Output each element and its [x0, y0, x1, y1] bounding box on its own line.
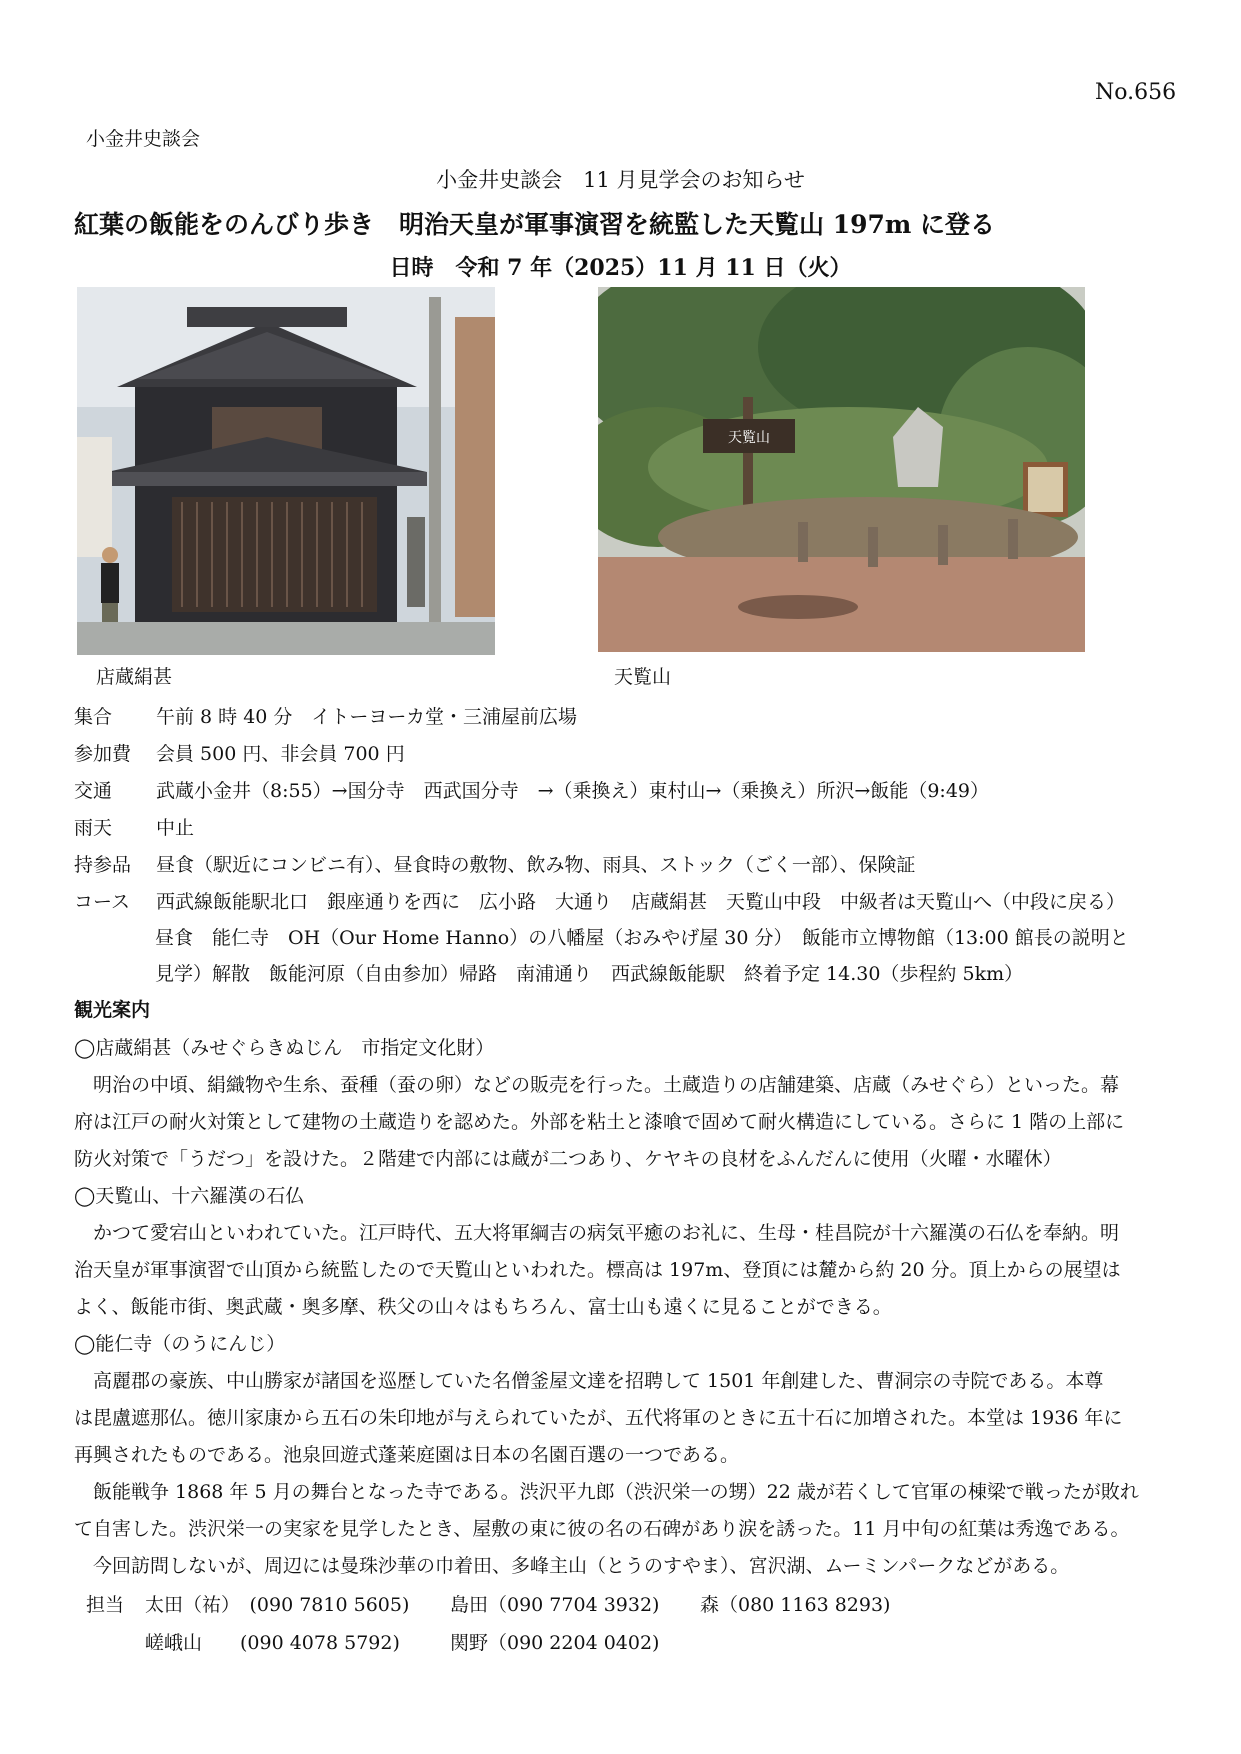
info-row-meeting: 集合 午前 8 時 40 分 イトーヨーカ堂・三浦屋前広場 — [74, 706, 578, 728]
guide-line: ◯天覧山、十六羅漢の石仏 — [74, 1185, 305, 1207]
info-row-course: コース 西武線飯能駅北口 銀座通りを西に 広小路 大通り 店蔵絹甚 天覧山中段 中級者は天覧山へ（中段に戻る） — [74, 891, 1126, 913]
guide-line: て自害した。渋沢栄一の実家を見学したとき、屋敷の東に彼の名の石碑があり涙を誘った。11 月中旬の紅葉は秀逸である。 — [74, 1518, 1130, 1540]
guide-heading: 観光案内 — [74, 999, 151, 1021]
guide-line: 再興されたものである。池泉回遊式蓬莱庭園は日本の名園百選の一つである。 — [74, 1444, 740, 1466]
storehouse-photo — [77, 287, 495, 655]
contact-entry: 関野（090 2204 0402) — [450, 1632, 660, 1654]
guide-line: 防火対策で「うだつ」を設けた。２階建で内部には蔵が二つあり、ケヤキの良材をふんだんに使用（火曜・水曜休） — [74, 1148, 1062, 1170]
organization-name: 小金井史談会 — [86, 128, 201, 150]
tenranzan-caption: 天覧山 — [614, 666, 672, 688]
guide-line: よく、飯能市街、奥武蔵・奥多摩、秩父の山々はもちろん、富士山も遠くに見ることができる。 — [74, 1296, 892, 1318]
contact-label: 担当 — [86, 1594, 125, 1616]
event-date: 日時 令和 7 年（2025）11 月 11 日（火） — [389, 255, 852, 281]
course-continued: 昼食 能仁寺 OH（Our Home Hanno）の八幡屋（おみやげ屋 30 分） 飯能市立博物館（13:00 館長の説明と — [155, 927, 1129, 949]
storehouse-caption: 店蔵絹甚 — [96, 666, 173, 688]
info-row-belongings: 持参品 昼食（駅近にコンビニ有）、昼食時の敷物、飲み物、雨具、ストック（ごく一部）、保険証 — [74, 854, 916, 876]
guide-line: は毘盧遮那仏。徳川家康から五石の朱印地が与えられていたが、五代将軍のときに五十石に加増された。本堂は 1936 年に — [74, 1407, 1123, 1429]
contact-entry: 森（080 1163 8293) — [700, 1594, 891, 1616]
contact-entry: 嵯峨山 (090 4078 5792) — [145, 1632, 400, 1654]
contact-entry: 太田（祐） (090 7810 5605) — [145, 1594, 410, 1616]
guide-line: 明治の中頃、絹織物や生糸、蚕種（蚕の卵）などの販売を行った。土蔵造りの店舗建築、店蔵（みせぐら）といった。幕 — [74, 1074, 1120, 1096]
guide-line: 高麗郡の豪族、中山勝家が諸国を巡歴していた名僧釜屋文達を招聘して 1501 年創建した、曹洞宗の寺院である。本尊 — [74, 1370, 1104, 1392]
course-continued: 見学）解散 飯能河原（自由参加）帰路 南浦通り 西武線飯能駅 終着予定 14.30（歩程約 5km） — [155, 963, 1024, 985]
guide-line: 治天皇が軍事演習で山頂から統監したので天覧山といわれた。標高は 197m、登頂には麓から約 20 分。頂上からの展望は — [74, 1259, 1121, 1281]
info-row-rain: 雨天 中止 — [74, 817, 195, 839]
info-row-fee: 参加費 会員 500 円、非会員 700 円 — [74, 743, 405, 765]
guide-line: 府は江戸の耐火対策として建物の土蔵造りを認めた。外部を粘土と漆喰で固めて耐火構造にしている。さらに 1 階の上部に — [74, 1111, 1125, 1133]
guide-line: 今回訪問しないが、周辺には曼珠沙華の巾着田、多峰主山（とうのすやま）、宮沢湖、ムーミンパークなどがある。 — [74, 1555, 1070, 1577]
notice-subtitle: 小金井史談会 11 月見学会のお知らせ — [436, 168, 805, 192]
tenranzan-photo — [598, 287, 1085, 652]
guide-line: ◯店蔵絹甚（みせぐらきぬじん 市指定文化財） — [74, 1037, 495, 1059]
guide-line: 飯能戦争 1868 年 5 月の舞台となった寺である。渋沢平九郎（渋沢栄一の甥）22 歳が若くして官軍の棟梁で戦ったが敗れ — [74, 1481, 1139, 1503]
guide-line: ◯能仁寺（のうにんじ） — [74, 1333, 286, 1355]
notice-title: 紅葉の飯能をのんびり歩き 明治天皇が軍事演習を統監した天覧山 197m に登る — [74, 210, 996, 239]
summit-sign-text: 天覧山 — [728, 430, 770, 446]
contact-entry: 島田（090 7704 3932) — [450, 1594, 660, 1616]
guide-line: かつて愛宕山といわれていた。江戸時代、五大将軍綱吉の病気平癒のお礼に、生母・桂昌院が十六羅漢の石仏を奉納。明 — [74, 1222, 1120, 1244]
document-number: No.656 — [1095, 80, 1177, 105]
info-row-transport: 交通 武蔵小金井（8:55）→国分寺 西武国分寺 →（乗換え）東村山→（乗換え）所沢→飯能（9:49） — [74, 780, 990, 802]
